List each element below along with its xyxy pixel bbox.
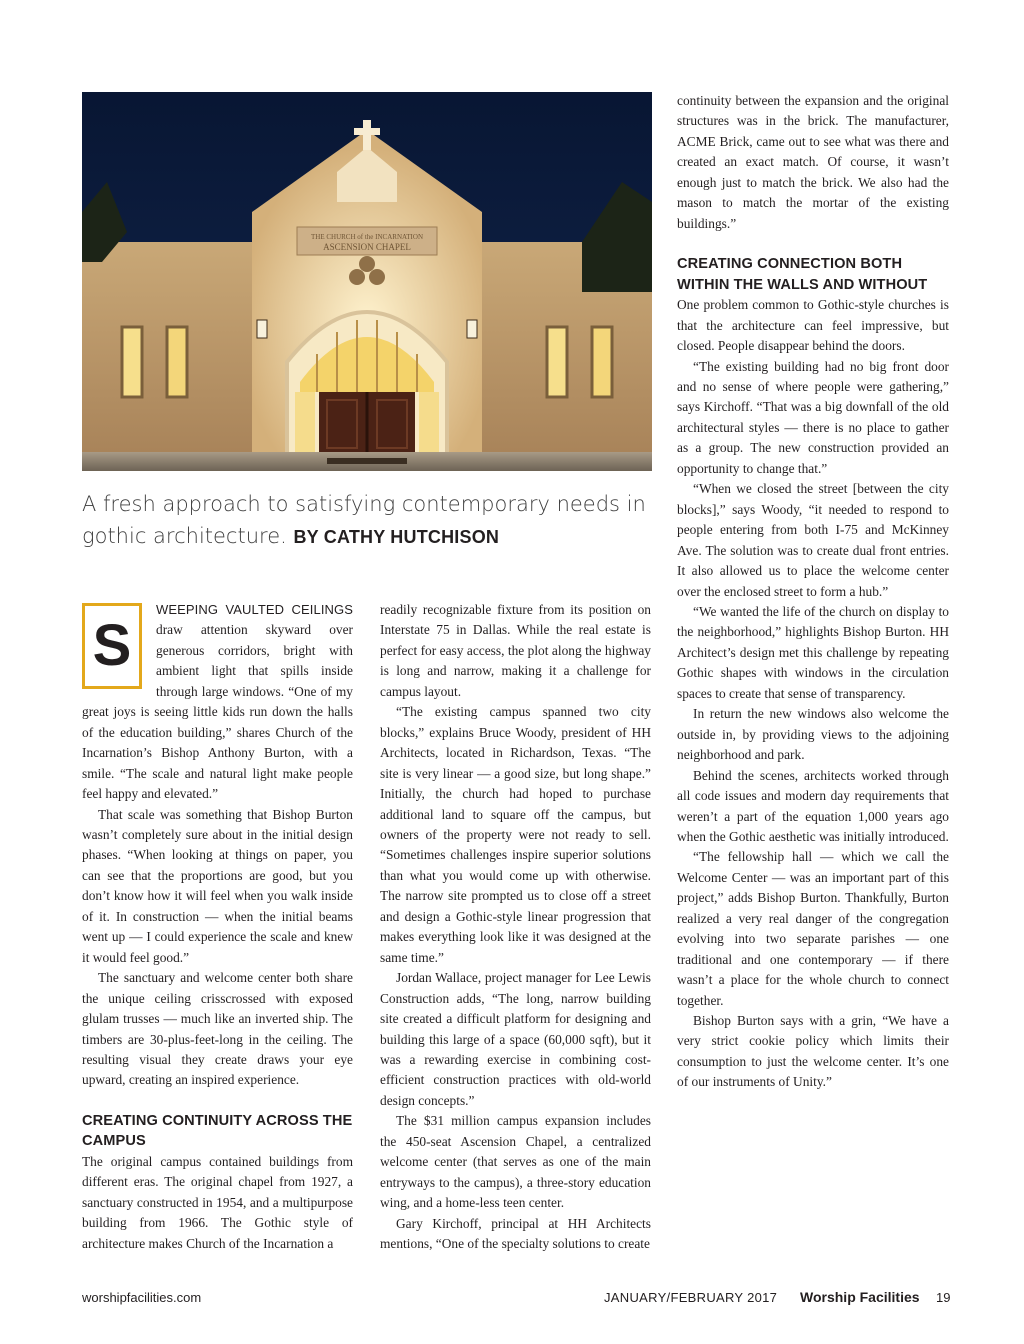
paragraph: Gary Kirchoff, principal at HH Architects mentions, “One of the specialty solutions to create xyxy=(380,1215,651,1252)
paragraph: The sanctuary and welcome center both share the unique ceiling crisscrossed with exposed glulam trusses — much like an inverted ship. The timbers are 30-plus-feet-long in the ceiling. The resulting visual they create draws your eye upward, creating an inspired experience. xyxy=(82,970,353,1088)
paragraph: readily recognizable fixture from its position on Interstate 75 in Dallas. While the real estate is perfect for easy access, the plot along the highway is long and narrow, making it a challenge for campus layout. xyxy=(380,602,651,699)
chapel-sign-line1: THE CHURCH of the INCARNATION xyxy=(311,233,423,241)
church-facade-illustration xyxy=(82,92,652,471)
chapel-sign-line2: ASCENSION CHAPEL xyxy=(323,242,411,252)
paragraph: Behind the scenes, architects worked through all code issues and modern day requirements that weren’t a part of the equation 1,000 years ago when the Gothic aesthetic was initially introduced. xyxy=(677,767,949,844)
page-number: 19 xyxy=(936,1290,951,1305)
lead-in: WEEPING VAULTED CEILINGS xyxy=(156,602,353,617)
paragraph: Bishop Burton says with a grin, “We have a very strict cookie policy which limits their consumption to just the welcome center. It’s one of our instruments of Unity.” xyxy=(677,1013,949,1090)
article-column-2 xyxy=(380,600,651,1255)
section-heading-connection: CREATING CONNECTION BOTH WITHIN THE WALLS AND WITHOUT xyxy=(677,256,928,293)
paragraph: The $31 million campus expansion includes the 450-seat Ascension Chapel, a centralized welcome center (that serves as one of the main entryways to the campus), a three-story education wing, and a home-less teen center. xyxy=(380,1113,651,1211)
paragraph: “When we closed the street [between the city blocks],” says Woody, “it needed to respond to people entering from both I-75 and McKinney Ave. The solution was to create dual front entries. It also allowed us to place the welcome center over the enclosed street to form a hub.” xyxy=(677,481,949,599)
article-deck xyxy=(82,488,662,553)
paragraph: That scale was something that Bishop Burton wasn’t completely sure about in the initial design phases. “When looking at things on paper, you can see that the proportions are good, but you don’t know how it will feel when you walk inside of it. In construction — when the initial beams went up — I could experience the scale and knew it would feel good.” xyxy=(82,806,353,965)
paragraph: “We wanted the life of the church on display to the neighborhood,” highlights Bishop Burton. HH Architect’s design met this challenge by repeating Gothic shapes with windows in the circulation spaces to create that sense of transparency. xyxy=(677,603,949,701)
paragraph: In return the new windows also welcome the outside in, by providing views to the adjoining neighborhood and park. xyxy=(677,706,949,763)
paragraph: One problem common to Gothic-style churches is that the architecture can feel impressive, but closed. People disappear behind the doors. xyxy=(677,297,949,354)
footer-magazine-name: Worship Facilities xyxy=(800,1289,920,1305)
paragraph: “The fellowship hall — which we call the Welcome Center — was an important part of this project,” adds Bishop Burton. Thankfully, Burton realized a very real danger of the congregation evolving into two separate parishes — one traditional and one contemporary — if there wasn’t a place for the whole church to connect together. xyxy=(677,849,949,1008)
paragraph: “The existing campus spanned two city blocks,” explains Bruce Woody, president of HH Architects, located in Richardson, Texas. “The site is very linear — a good size, but long shape.” Initially, the church had hoped to purchase additional land to square off the campus, but owners of the property were not ready to sell. “Sometimes challenges inspire superior solutions than what you would come up with otherwise. The narrow site prompted us to close off a street and design a Gothic-style linear progression that makes everything look like it was designed at the same time.” xyxy=(380,704,651,965)
paragraph: Jordan Wallace, project manager for Lee Lewis Construction adds, “The long, narrow building site created a difficult platform for designing and building this large of a space (60,000 sqft), but it was a rewarding exercise in combining cost-efficient construction practices with old-world design concepts.” xyxy=(380,970,651,1108)
paragraph-intro xyxy=(82,600,353,805)
byline: BY CATHY HUTCHISON xyxy=(293,527,500,547)
deck-text: A fresh approach to satisfying contemporary needs in gothic architecture. xyxy=(82,492,646,548)
section-heading-continuity: CREATING CONTINUITY ACROSS THE CAMPUS xyxy=(82,1112,353,1150)
article-photo xyxy=(82,92,652,471)
footer-issue: JANUARY/FEBRUARY 2017 xyxy=(604,1290,778,1305)
article-column-3 xyxy=(677,91,949,1093)
article-column-1 xyxy=(82,600,353,1254)
intro-text: draw attention skyward over generous corridors, bright with ambient light that spills inside through large windows. “One of my great joys is seeing little kids run down the halls of the education building,” shares Church of the Incarnation’s Bishop Anthony Burton, with a smile. “The scale and natural light make people feel happy and elevated.” xyxy=(82,622,353,802)
paragraph: The original campus contained buildings from different eras. The original chapel from 1927, a sanctuary constructed in 1954, and a multipurpose building from 1966. The Gothic style of architecture makes Church of the Incarnation a xyxy=(82,1153,353,1251)
drop-cap: S xyxy=(82,603,142,689)
paragraph: “The existing building had no big front door and no sense of where people were gathering,” says Kirchoff. “That was a big downfall of the old architectural styles — there is no place to gather as a group. The new construction provided an opportunity to change that.” xyxy=(677,358,949,476)
paragraph: continuity between the expansion and the original structures was in the brick. The manufacturer, ACME Brick, came out to see what was there and created an exact match. Of course, it wasn’t enough just to match the brick. We also had the mason to match the mortar of the existing buildings.” xyxy=(677,93,949,231)
footer-website: worshipfacilities.com xyxy=(82,1290,202,1305)
